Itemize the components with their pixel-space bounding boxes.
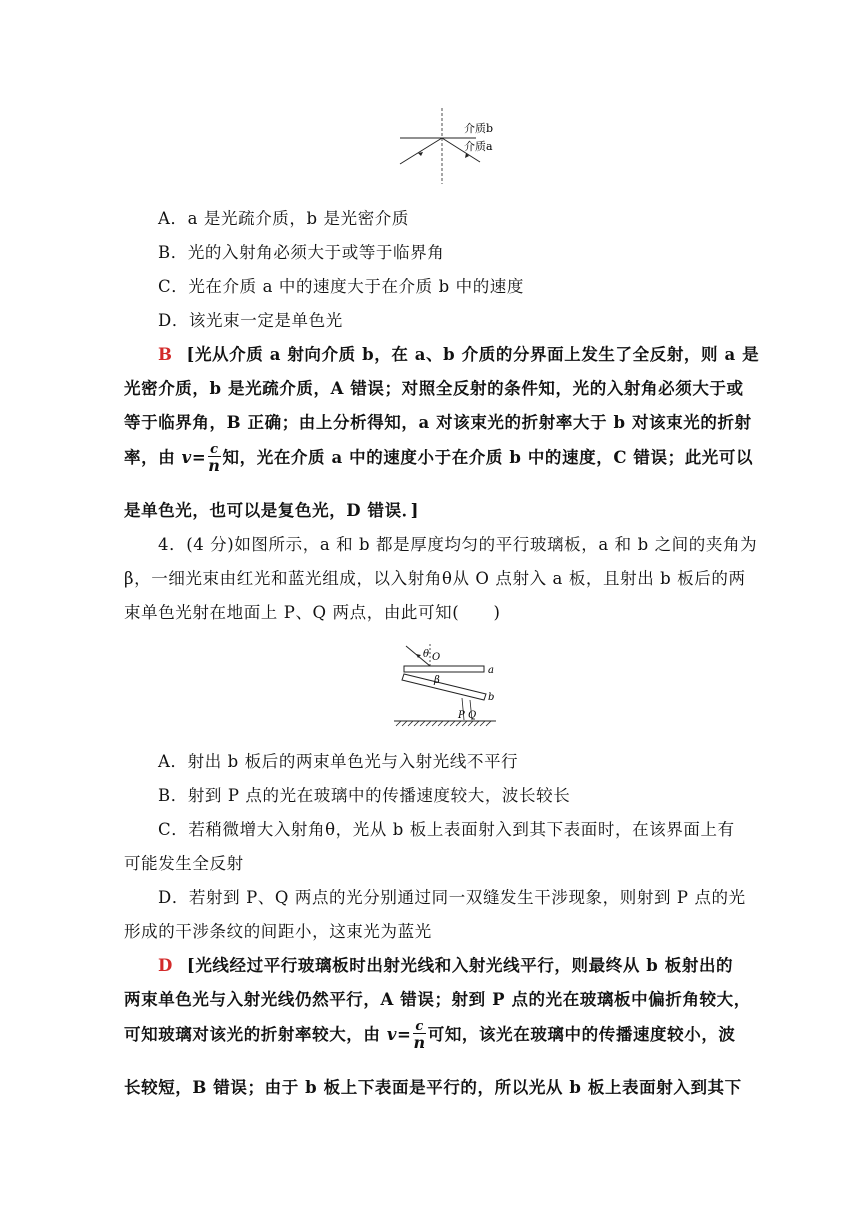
beta-label: β — [434, 675, 440, 686]
velocity-symbol: v — [181, 448, 192, 467]
velocity-symbol: v — [386, 1025, 398, 1044]
q4-option-d-line-2: 形成的干涉条纹的间距小，这束光为蓝光 — [124, 922, 432, 941]
formula-fraction: $\frac{c}{n}$ — [413, 1019, 426, 1052]
medium-b-label: 介质b — [464, 122, 494, 135]
q4-explanation-line-2: 两束单色光与入射光线仍然平行，A 错误；射到 P 点的光在玻璃板中偏折角较大， — [124, 990, 751, 1009]
q3-explanation-line-3: 等于临界角，B 正确；由上分析得知，a 对该束光的折射率大于 b 对该束光的折射 — [124, 413, 752, 432]
q3-explanation-line-4: 率，由 v= $\frac{c}{n}$ 知，光在介质 a 中的速度小于在介质 b 中的速度，C 错误；此光可以 — [124, 442, 754, 475]
formula-fraction: $\frac{c}{n}$ — [208, 442, 221, 475]
q3-option-d: D．该光束一定是单色光 — [158, 311, 343, 330]
q3-option-c: C．光在介质 a 中的速度大于在介质 b 中的速度 — [158, 277, 525, 296]
plate-b-label: b — [488, 692, 495, 703]
q4-answer: D — [158, 956, 173, 975]
q4-option-a: A．射出 b 板后的两束单色光与入射光线不平行 — [158, 752, 519, 771]
q3-option-a: A．a 是光疏介质，b 是光密介质 — [158, 209, 410, 228]
q4-stem-line-1: 4．(4 分)如图所示，a 和 b 都是厚度均匀的平行玻璃板，a 和 b 之间的夹角为 — [158, 535, 758, 554]
glass-plates-diagram — [392, 640, 504, 730]
q4-stem-line-2: β，一细光束由红光和蓝光组成，以入射角θ从 O 点射入 a 板，且射出 b 板后的两 — [124, 569, 746, 588]
q3-explanation-line-5: 是单色光，也可以是复色光，D 错误．] — [124, 501, 420, 520]
plate-a — [404, 666, 484, 672]
q3-explanation-line-1: B [光从介质 a 射向介质 b，在 a、b 介质的分界面上发生了全反射，则 a 是 — [158, 345, 760, 364]
q4-explanation-line-1: D [光线经过平行玻璃板时出射光线和入射光线平行，则最终从 b 板射出的 — [158, 956, 734, 975]
ground-hatch — [396, 721, 491, 726]
incident-ray — [400, 138, 442, 164]
q3-answer: B — [158, 345, 173, 364]
plate-b — [402, 674, 486, 700]
q3-option-b: B．光的入射角必须大于或等于临界角 — [158, 243, 445, 262]
reflection-diagram — [396, 106, 508, 186]
point-o-label: O — [432, 652, 441, 663]
q4-stem-line-3: 束单色光射在地面上 P、Q 两点，由此可知( ) — [124, 603, 501, 622]
q4-option-c-line-1: C．若稍微增大入射角θ，光从 b 板上表面射入到其下表面时，在该界面上有 — [158, 820, 735, 839]
point-q-label: Q — [468, 710, 477, 721]
q4-option-c-line-2: 可能发生全反射 — [124, 854, 244, 873]
medium-a-label: 介质a — [464, 140, 493, 153]
point-p-label: P — [458, 710, 465, 721]
theta-label: θ — [423, 649, 430, 660]
q4-option-d-line-1: D．若射到 P、Q 两点的光分别通过同一双缝发生干涉现象，则射到 P 点的光 — [158, 888, 746, 907]
q3-explanation-line-2: 光密介质，b 是光疏介质，A 错误；对照全反射的条件知，光的入射角必须大于或 — [124, 379, 744, 398]
q4-explanation-line-4: 长较短，B 错误；由于 b 板上下表面是平行的，所以光从 b 板上表面射入到其下 — [124, 1078, 742, 1097]
q4-explanation-line-3: 可知玻璃对该光的折射率较大，由 v= $\frac{c}{n}$ 可知，该光在玻璃中的传播速度较小，波 — [124, 1019, 736, 1052]
plate-a-label: a — [488, 665, 494, 676]
q4-option-b: B．射到 P 点的光在玻璃中的传播速度较大，波长较长 — [158, 786, 571, 805]
